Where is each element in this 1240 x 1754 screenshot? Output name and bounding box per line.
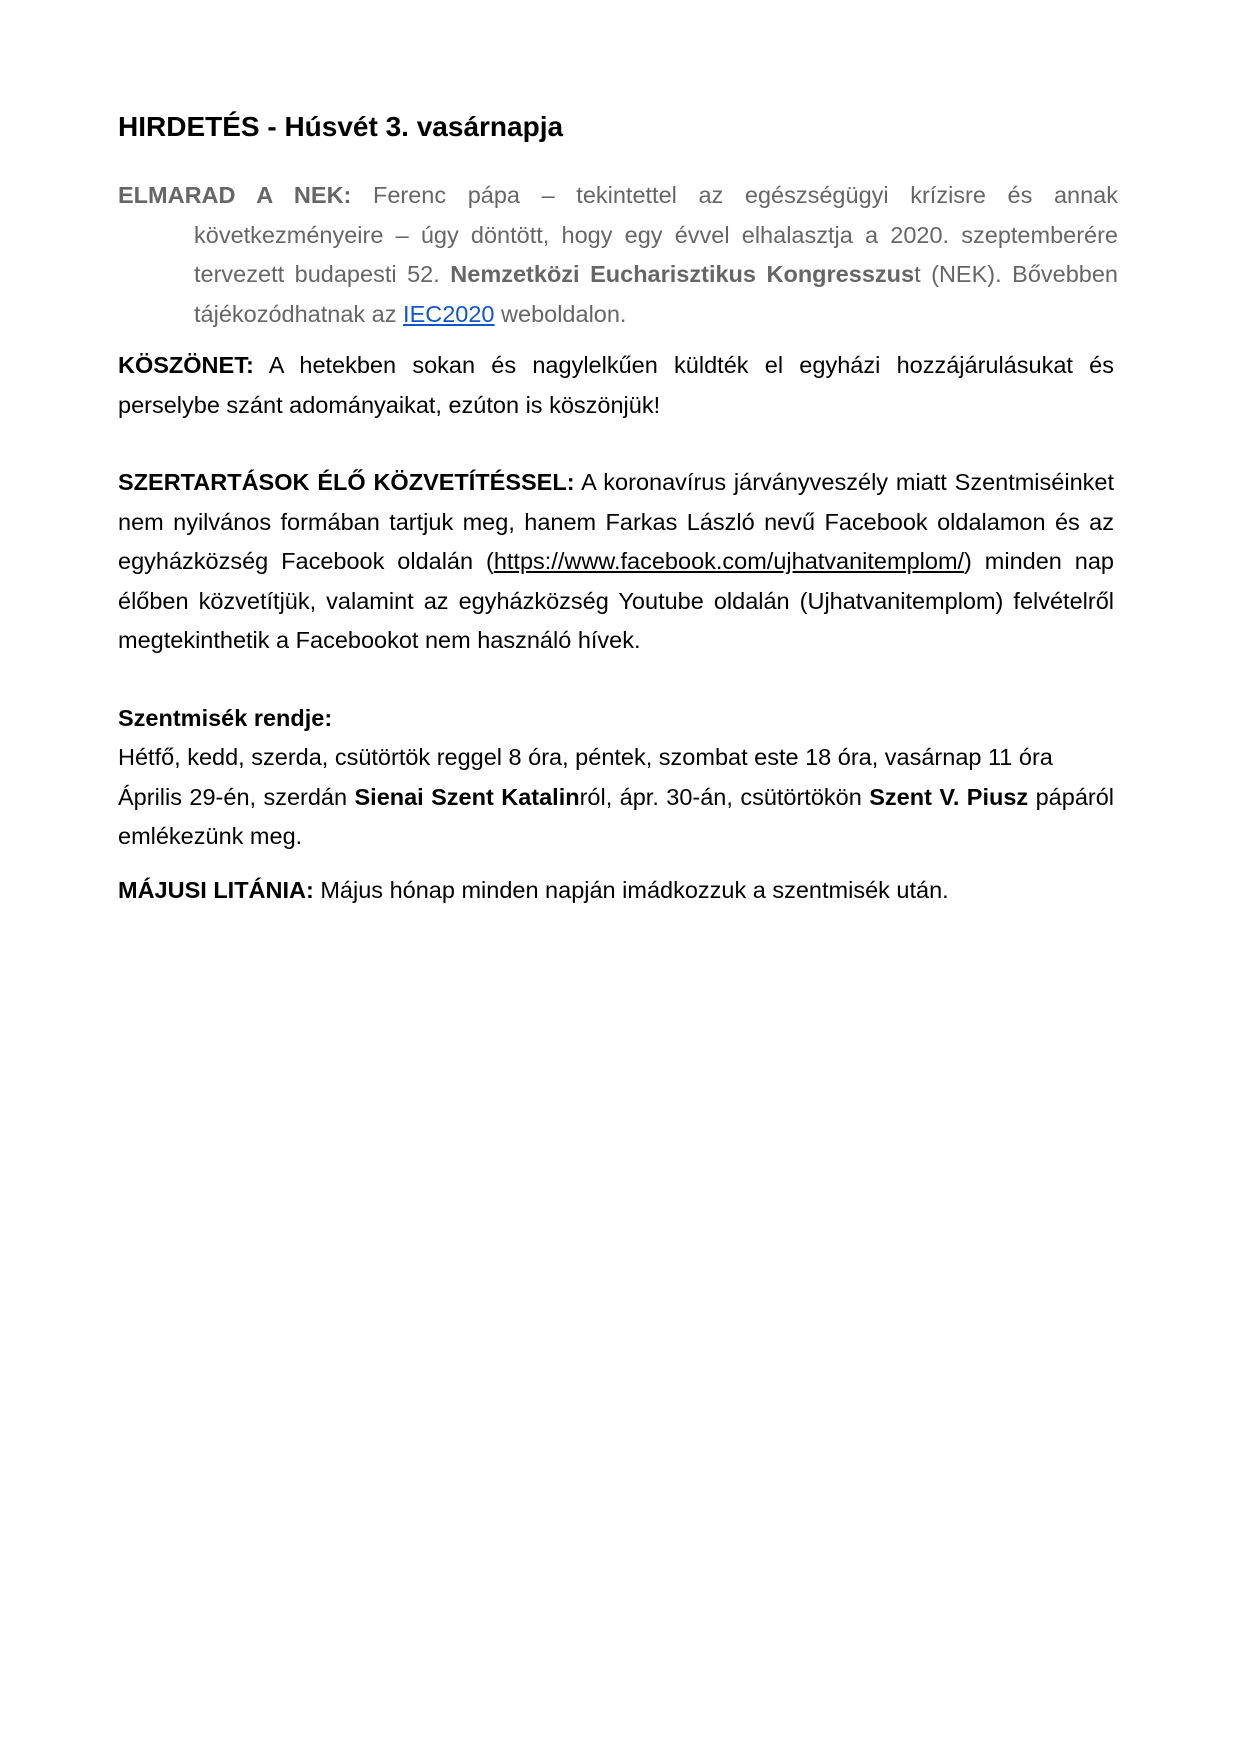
saint-catherine: Sienai Szent Katalin (354, 783, 580, 810)
szertartas-text-1: A koronavírus járványveszély miatt Szentmiséinket nem nyilvános formában tartjuk meg, hanem Farkas László nevű Facebook oldalamon és az egyházközség Facebook oldalán ( (118, 469, 1114, 574)
feast-text-3: pápáról emlékezünk meg. (118, 783, 1115, 849)
nek-text-3: weboldalon. (494, 300, 627, 327)
nek-congress-name: Nemzetközi Eucharisztikus Kongresszus (450, 261, 915, 287)
saint-pius: Szent V. Piusz (869, 783, 1029, 810)
page-title: HIRDETÉS - Húsvét 3. vasárnapja (118, 111, 564, 142)
litania-announcement (118, 871, 1114, 911)
mass-schedule-section (118, 699, 1114, 857)
feast-text-2: ról, ápr. 30-án, csütörtökön (579, 783, 870, 810)
facebook-link[interactable]: https://www.facebook.com/ujhatvanitemplom/ (493, 548, 965, 574)
nek-text-2: t (NEK). Bővebben tájékozódhatnak az (194, 261, 1119, 327)
litania-label: MÁJUSI LITÁNIA: (118, 876, 314, 903)
nek-text-1: Ferenc pápa – tekintettel az egészségügyi krízisre és annak következményeire – úgy döntött, hogy egy évvel elhalasztja a 2020. szeptemberére tervezett budapesti 52. (194, 182, 1118, 287)
document-page (118, 110, 1118, 910)
feast-days-text (118, 778, 1114, 857)
nek-announcement (118, 176, 1118, 334)
nek-label: ELMARAD A NEK: (118, 182, 352, 208)
litania-text: Május hónap minden napján imádkozzuk a szentmisék után. (313, 876, 949, 903)
mass-schedule-heading: Szentmisék rendje: (118, 704, 333, 731)
koszonet-text: A hetekben sokan és nagylelkűen küldték el egyházi hozzájárulásukat és perselybe szánt adományaikat, ezúton is köszönjük! (118, 352, 1114, 418)
szertartas-label: SZERTARTÁSOK ÉLŐ KÖZVETÍTÉSSEL: (118, 469, 575, 495)
feast-text-1: Április 29-én, szerdán (118, 783, 355, 810)
szertartas-announcement (118, 463, 1114, 661)
mass-schedule-text: Hétfő, kedd, szerda, csütörtök reggel 8 óra, péntek, szombat este 18 óra, vasárnap 11 óra (118, 744, 1053, 770)
koszonet-label: KÖSZÖNET: (118, 352, 254, 378)
koszonet-announcement (118, 346, 1114, 425)
szertartas-text-2: ) minden nap élőben közvetítjük, valamint az egyházközség Youtube oldalán (Ujhatvanitemplom) felvételről megtekinthetik a Facebookot nem használó hívek. (118, 548, 1114, 653)
iec2020-link[interactable]: IEC2020 (403, 300, 495, 327)
